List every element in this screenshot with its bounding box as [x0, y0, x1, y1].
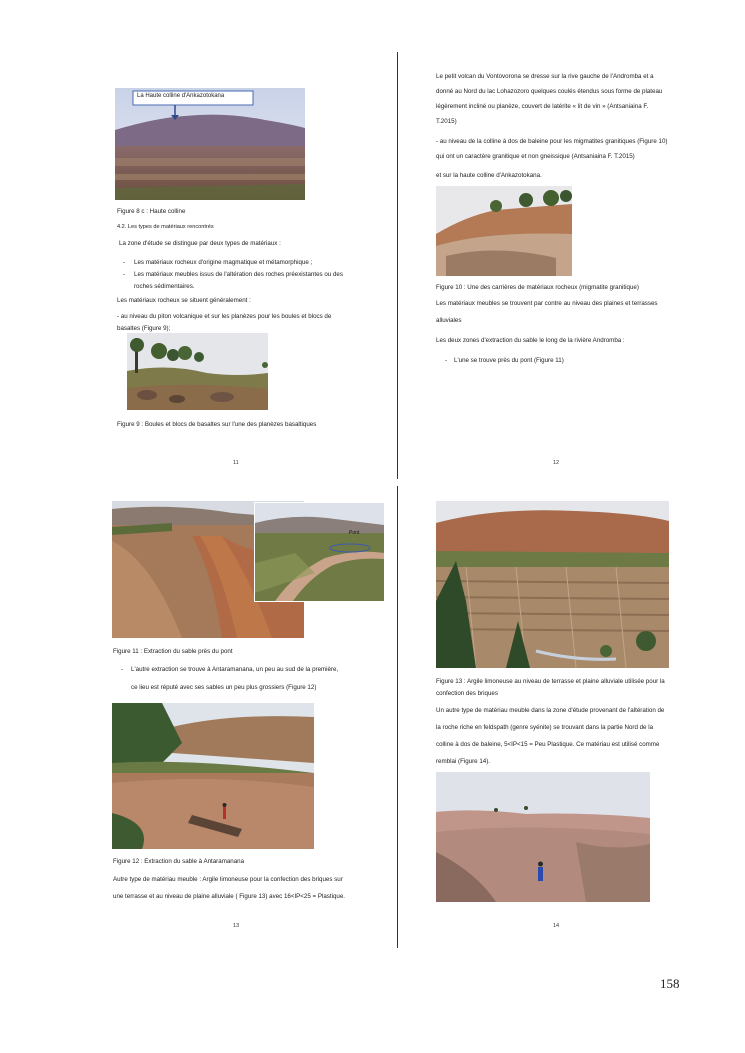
page-number-11: 11	[233, 460, 239, 466]
paragraph: basaltes (Figure 9);	[117, 325, 171, 332]
figure-9-caption: Figure 9 : Boules et blocs de basaltes sur l'une des planèzes basaltiques	[117, 421, 317, 428]
paragraph: Le petit volcan du Vontovorona se dresse sur la rive gauche de l'Andromba et a	[436, 73, 654, 80]
photo-label: La Haute colline d'Ankazotokana	[137, 93, 225, 99]
photo-syenite-quarry	[436, 772, 650, 902]
paragraph: et sur la haute colline d'Ankazotokana.	[436, 172, 542, 179]
paragraph: une terrasse et au niveau de plaine alluviale ( Figure 13) avec 16<IP<25 = Plastique.	[113, 893, 346, 900]
bullet-dash: -	[445, 357, 448, 364]
page-number-12: 12	[553, 460, 560, 466]
figure-10-caption: Figure 10 : Une des carrières de matériaux rocheux (migmatite granitique)	[436, 284, 639, 291]
photo-haute-colline	[115, 88, 305, 200]
paragraph: Autre type de matériau meuble : Argile limoneuse pour la confection des briques sur	[113, 876, 343, 883]
paragraph: T.2015)	[436, 118, 457, 125]
column-divider-top	[397, 52, 398, 479]
paragraph: donné au Nord du lac Lohazozoro quelques coulés étendus sous forme de plateau	[436, 88, 663, 95]
page-number-14: 14	[553, 923, 560, 929]
photo-bridge-inset	[254, 502, 385, 602]
paragraph: Les matériaux rocheux se situent généralement :	[117, 297, 251, 304]
bullet-dash: -	[123, 271, 126, 278]
bullet-dash: -	[123, 259, 126, 266]
section-heading: 4.2. Les types de matériaux rencontrés	[117, 224, 214, 230]
page-number-13: 13	[233, 923, 240, 929]
figure-13-caption: Figure 13 : Argile limoneuse au niveau de terrasse et plaine alluviale utilisée pour la	[436, 678, 665, 685]
figure-13-caption-cont: confection des briques	[436, 690, 498, 697]
bullet-item: Les matériaux meubles issus de l'altération des roches préexistantes ou des	[134, 271, 343, 278]
intro-text: La zone d'étude se distingue par deux types de matériaux :	[119, 240, 281, 247]
paragraph: alluviales	[436, 317, 462, 324]
paragraph: Les deux zones d'extraction du sable le long de la rivière Andromba :	[436, 337, 625, 344]
figure-8-caption: Figure 8 c : Haute colline	[117, 208, 186, 215]
bullet-dash: -	[121, 666, 124, 673]
bullet-item: ce lieu est réputé avec ses sables un peu plus grossiers (Figure 12)	[131, 684, 317, 691]
photo-alluvial-plain	[436, 501, 669, 668]
bullet-item: L'autre extraction se trouve à Antaramanana, un peu au sud de la première,	[131, 666, 339, 673]
paragraph: Un autre type de matériau meuble dans la zone d'étude provenant de l'altération de	[436, 707, 665, 714]
figure-12-caption: Figure 12 : Extraction du sable à Antaramanana	[113, 858, 245, 865]
paragraph: - au niveau du piton volcanique et sur les planèzes pour les boules et blocs de	[117, 313, 332, 320]
paragraph: remblai (Figure 14).	[436, 758, 490, 765]
photo-antaramanana	[112, 703, 314, 849]
photo-quarry	[436, 186, 572, 276]
paragraph: - au niveau de la colline à dos de baleine pour les migmatites granitiques (Figure 10)	[436, 138, 668, 145]
document-page-number: 158	[660, 976, 680, 991]
figure-11-caption: Figure 11 : Extraction du sable près du pont	[113, 648, 233, 655]
paragraph: la roche riche en feldspath (genre syénite) se trouvant dans la partie Nord de la	[436, 724, 654, 731]
column-divider-bottom	[397, 486, 398, 948]
paragraph: qui ont un caractère granitique et non gneissique (Antsaniaina F. T.2015)	[436, 153, 635, 160]
paragraph: colline à dos de baleine, 5<IP<15 = Peu Plastique. Ce matériau est utilisé comme	[436, 741, 660, 748]
paragraph: légèrement incliné ou planèze, couvert de latérite « lit de vin » (Antsaniaina F.	[436, 103, 649, 110]
bullet-item: L'une se trouve près du pont (Figure 11)	[454, 357, 564, 364]
pont-label: Pont	[349, 530, 360, 536]
paragraph: Les matériaux meubles se trouvent par contre au niveau des plaines et terrasses	[436, 300, 658, 307]
bullet-item: roches sédimentaires.	[134, 283, 195, 290]
photo-basalt-blocks	[127, 333, 268, 410]
bullet-item: Les matériaux rocheux d'origine magmatique et métamorphique ;	[134, 259, 313, 266]
